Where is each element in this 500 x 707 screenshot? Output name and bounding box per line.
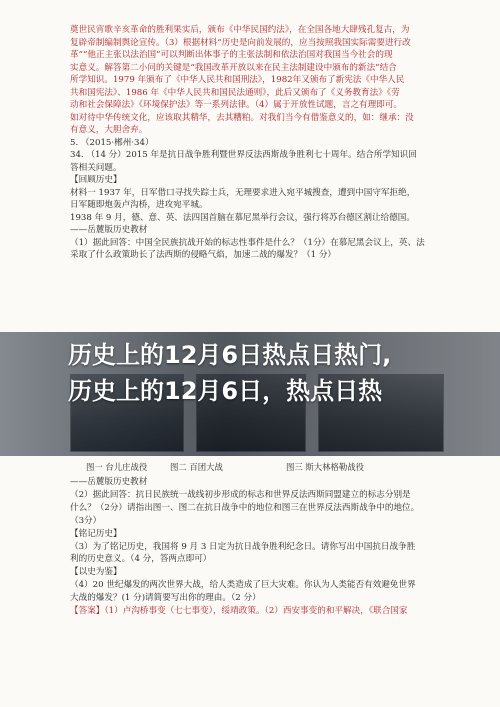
text-line: 利的历史意义。（4 分，答两点即可） <box>70 554 212 565</box>
text-line: 革”“他正主张以法治国”可以判断出体事子的主张法制和依法治国对我国当今社会的现 <box>70 50 393 60</box>
text-line: （4）20 世纪爆发的两次世界大战，给人类造成了巨大灾难。你认为人类能否有效避免世界 <box>70 580 416 591</box>
text-line: 有意义，大胆舍弃。 <box>70 125 148 135</box>
banner-title-line1: 历史上的12月6日热点日热门, <box>68 341 392 369</box>
text-line: （1）据此回答：中国全民族抗战开始的标志性事件是什么？（1分）在慕尼黑会议上，英、法 <box>70 237 425 248</box>
text-line: 所学知识。1979 年颁布了《中华人民共和国刑法》，1982年又颁布了新宪法《中华人民 <box>70 75 405 85</box>
text-line: 日军随即炮轰卢沟桥，进攻宛平城。 <box>70 200 208 210</box>
caption-figure-3: 图三 斯大林格勒战役 <box>286 462 365 472</box>
text-line: 【回顾历史】 <box>70 175 122 185</box>
text-line: 【答案】（1）卢沟桥事变（七七事变），绥靖政策。（2）西安事变的和平解决，《联合国家 <box>70 606 408 616</box>
text-line: ——岳麓版历史教材 <box>70 225 148 235</box>
text-line: 复辟帝制编制舆论宣传。（3）根据材料“历史是向前发展的，应当按照我国实际需要进行改 <box>70 37 411 48</box>
text-line: 【铭记历史】 <box>70 528 122 539</box>
text-line: 实意义。解答第二小问的关键是“我国改革开放以来在民主法制建设中颁布的新法”结合 <box>70 62 397 73</box>
text-line: 如对待中华传统文化，应该取其精华，去其糟粕。对我们当今有借鉴意义的，如：继承：没 <box>70 112 414 123</box>
text-line: ——岳麓版历史教材 <box>70 477 148 487</box>
text-line: 动和社会保障法》《环境保护法》等一系列法律。（4）属于开放性试题，言之有理即可。 <box>70 100 403 110</box>
text-line: 1938 年 9 月，德、意、英、法四国首脑在慕尼黑举行会议，强行将苏台德区割让给德国。 <box>70 212 415 223</box>
caption-figure-2: 图二 百团大战 <box>170 462 223 472</box>
text-line: 共和国宪法》、1986 年《中华人民共和国民法通则》，此后又颁布了《义务教育法》《劳 <box>70 87 400 98</box>
text-line: （3）为了铭记历史，我国将 9 月 3 日定为抗日战争胜利纪念日。请你写出中国抗日战争胜 <box>70 541 416 552</box>
text-line: 采取了什么政策助长了法西斯的侵略气焰，加速二战的爆发？（1 分） <box>70 250 337 260</box>
text-line: 材料一 1937 年，日军借口寻找失踪士兵，无理要求进入宛平城搜查，遭到中国守军拒绝， <box>70 187 416 198</box>
caption-figure-1: 图一 台儿庄战役 <box>86 462 148 472</box>
text-line: 34. （14 分）2015 年是抗日战争胜利暨世界反法西斯战争胜利七十周年。结合所学知识回 <box>70 150 417 160</box>
text-line: 大战的爆发？(1 分)请简要写出你的理由。（2 分） <box>70 593 261 604</box>
text-line: 答相关问题。 <box>70 162 122 173</box>
text-line: （3分） <box>70 515 102 526</box>
text-line: （2）据此回答：抗日民族统一战线初步形成的标志和世界反法西斯同盟建立的标志分别是 <box>70 489 411 500</box>
text-line: 【以史为鉴】 <box>70 567 122 578</box>
text-line: 什么？（2分）请指出图一、图二在抗日战争中的地位和图三在世界反法西斯战争中的地位。 <box>70 502 420 513</box>
text-line: 奠世民宵歌辛亥革命的胜利果实后，颁布《中华民国约法》，在全国各地大肆残孔复古，为 <box>70 25 410 35</box>
banner-title-line2: 历史上的12月6日，热点日热 <box>68 377 383 405</box>
text-line: 5. （2015·郴州·34） <box>70 137 154 148</box>
